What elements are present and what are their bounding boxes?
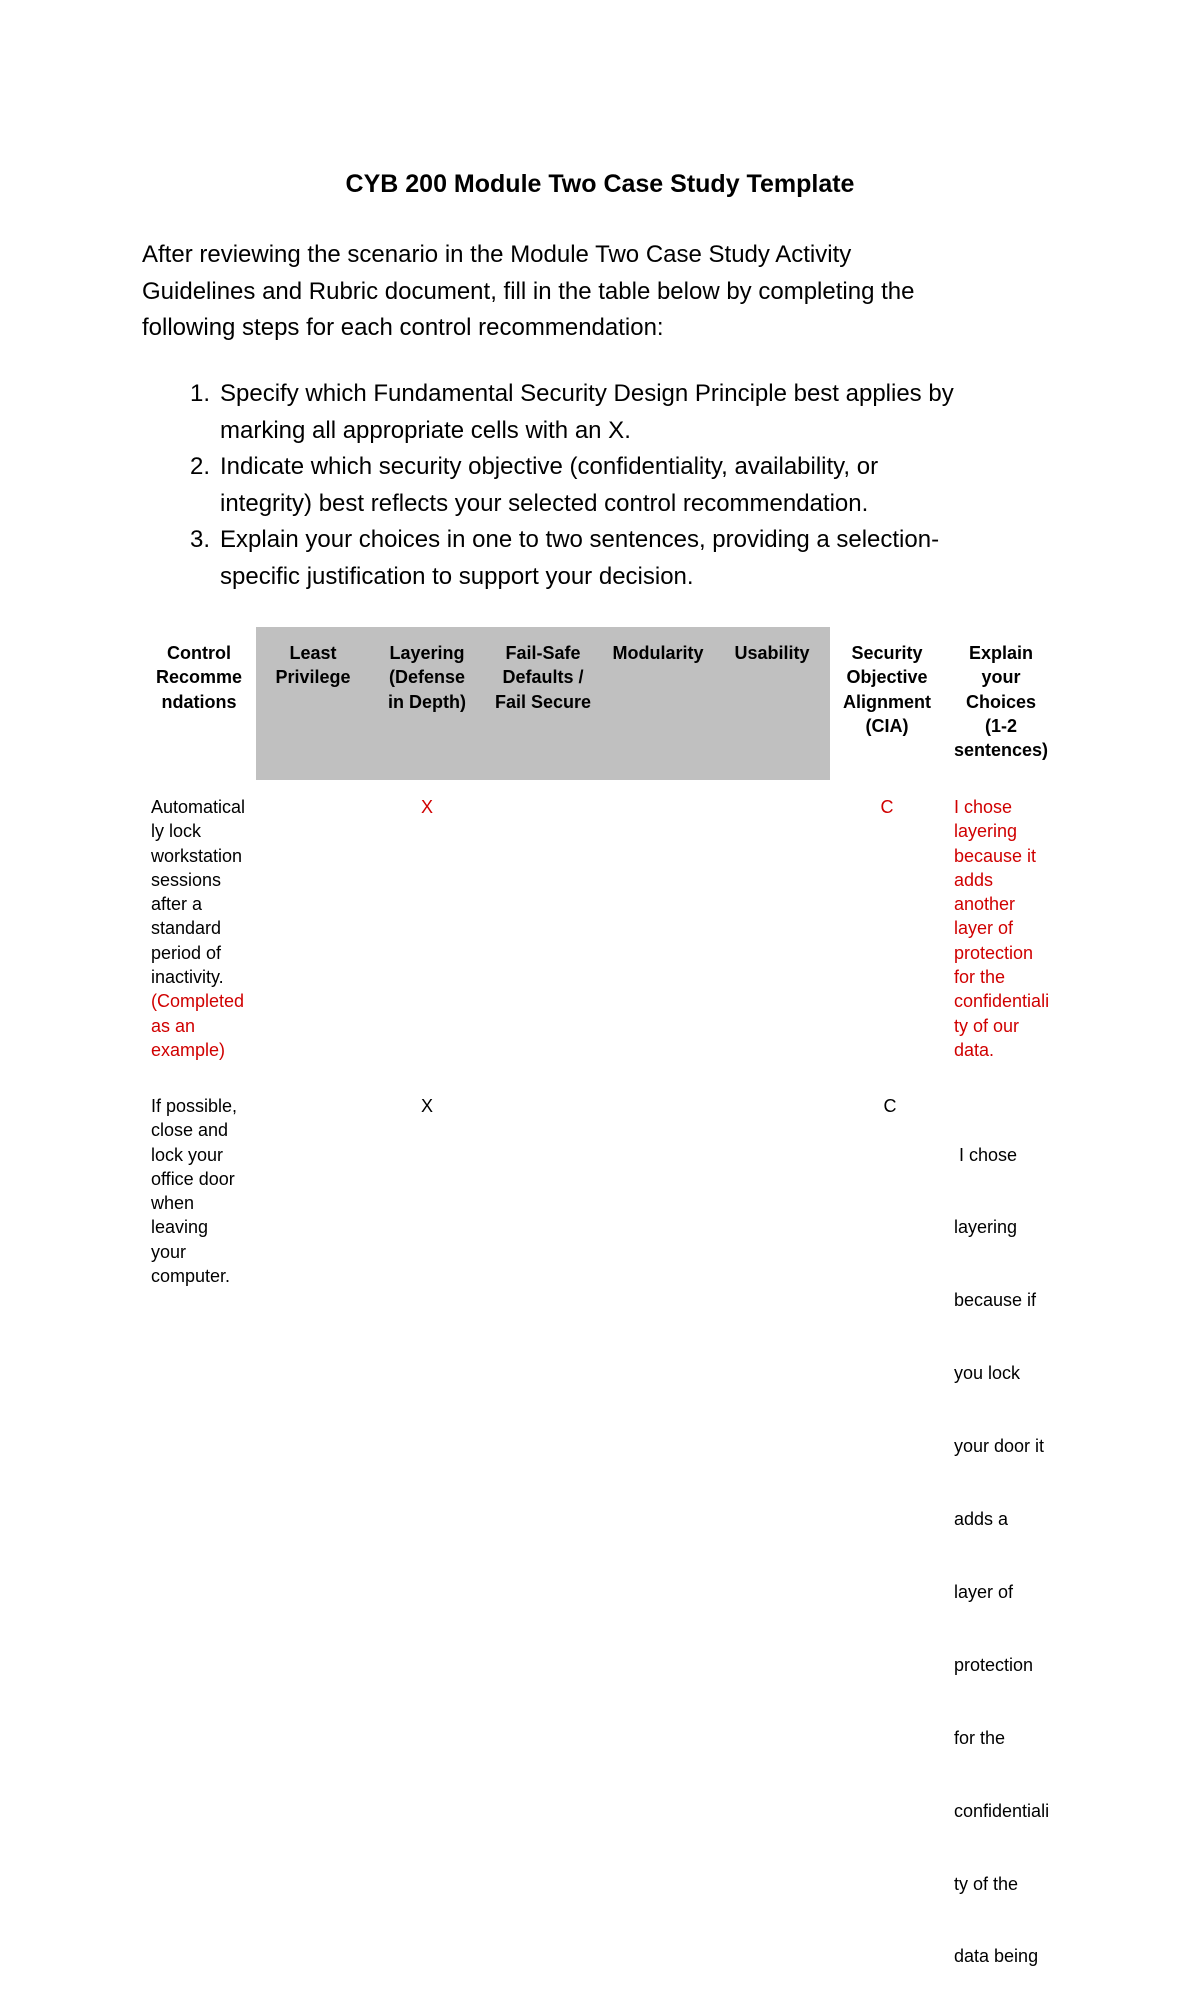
header-line: Usability xyxy=(734,643,810,663)
cell-line: for the xyxy=(954,967,1006,988)
cell-line: Automatical xyxy=(151,797,246,817)
cell-line: standard xyxy=(151,918,222,939)
cell-line-note: as an xyxy=(151,1015,196,1036)
cell-line: layering xyxy=(954,821,1018,842)
cell-line: your xyxy=(151,1241,187,1262)
cell-line: confidentiali xyxy=(954,991,1050,1012)
row1-cia: C xyxy=(880,797,894,817)
cell-line: another xyxy=(954,894,1016,915)
step-item xyxy=(190,376,1050,449)
cell-line: layer of xyxy=(954,918,1014,939)
header-line: Fail Secure xyxy=(494,691,592,712)
header-line: in Depth) xyxy=(388,691,466,712)
header-line: Least xyxy=(289,643,337,663)
header-line: (Defense xyxy=(388,667,466,688)
step-line: Specify which Fundamental Security Design Principle best applies by xyxy=(220,380,954,407)
cell-line: ty of our xyxy=(954,1015,1020,1036)
header-line: Explain xyxy=(968,643,1034,663)
cell-line: data. xyxy=(954,1039,995,1060)
cell-line: your door it xyxy=(954,1436,1045,1457)
intro-paragraph xyxy=(142,237,1042,347)
header-line: (1-2 xyxy=(984,715,1017,736)
header-line: Alignment xyxy=(843,691,931,712)
header-explain-choices xyxy=(944,641,1058,762)
header-line: Security xyxy=(851,643,923,663)
cell-line: when xyxy=(151,1193,195,1214)
header-line: Modularity xyxy=(612,643,704,663)
header-line: sentences) xyxy=(953,740,1049,761)
header-line: your xyxy=(981,667,1021,688)
cell-line: If possible, xyxy=(151,1096,238,1116)
row1-explanation xyxy=(954,795,1058,1062)
row2-cia: C xyxy=(883,1096,897,1116)
step-line: marking all appropriate cells with an X. xyxy=(220,416,631,444)
intro-line: following steps for each control recommendation: xyxy=(142,314,664,341)
cell-line: because it xyxy=(954,845,1037,866)
header-least-privilege xyxy=(256,641,370,690)
steps-list xyxy=(190,376,1050,595)
row2-recommendation xyxy=(151,1094,255,1288)
cell-line: close and xyxy=(151,1120,229,1141)
header-line: Objective xyxy=(846,667,928,688)
header-line: Choices xyxy=(965,691,1037,712)
cell-line: adds xyxy=(954,869,994,890)
cell-line: ly lock xyxy=(151,821,202,842)
row2-layering-mark: X xyxy=(420,1096,433,1116)
cell-line: protection xyxy=(954,942,1034,963)
cell-line: period of xyxy=(151,942,222,963)
intro-line: After reviewing the scenario in the Module Two Case Study Activity xyxy=(142,241,852,268)
header-usability xyxy=(714,641,830,665)
cell-line: inactivity. xyxy=(151,967,224,988)
cell-line: computer. xyxy=(151,1266,231,1287)
header-layering xyxy=(370,641,484,714)
step-line: Explain your choices in one to two sentences, providing a selection- xyxy=(220,526,940,553)
cell-line: workstation xyxy=(151,845,243,866)
header-line: ndations xyxy=(161,691,237,712)
step-item xyxy=(190,449,1050,522)
cell-line: I chose xyxy=(954,1144,1018,1165)
step-number: 3. xyxy=(190,526,211,553)
row1-layering-mark: X xyxy=(420,797,433,817)
cell-line-note: example) xyxy=(151,1039,226,1060)
step-line: specific justification to support your decision. xyxy=(220,562,694,590)
intro-line: Guidelines and Rubric document, fill in the table below by completing the xyxy=(142,277,915,305)
header-line: Layering xyxy=(389,643,465,663)
header-security-objective xyxy=(830,641,944,738)
cell-line: layering xyxy=(954,1217,1018,1238)
header-line: Defaults / xyxy=(502,667,584,688)
row2-explanation xyxy=(954,1094,1058,1993)
header-line: (CIA) xyxy=(865,715,909,736)
step-item xyxy=(190,522,1050,595)
header-line: Control xyxy=(167,643,231,663)
step-line: Indicate which security objective (confidentiality, availability, or xyxy=(220,453,879,480)
cell-line: adds a xyxy=(954,1509,1009,1530)
cell-line: for the xyxy=(954,1727,1006,1748)
cell-line: data being xyxy=(954,1946,1039,1967)
cell-line: confidentiali xyxy=(954,1800,1050,1821)
header-fail-safe-defaults xyxy=(484,641,602,714)
step-line: integrity) best reflects your selected control recommendation. xyxy=(220,489,869,517)
cell-line: because if xyxy=(954,1290,1037,1311)
cell-line: office door xyxy=(151,1168,235,1189)
header-line: Privilege xyxy=(275,667,351,688)
cell-line-note: (Completed xyxy=(151,991,245,1012)
step-number: 2. xyxy=(190,453,211,480)
header-line: Recomme xyxy=(155,667,243,688)
cell-line: leaving xyxy=(151,1217,209,1238)
cell-line: protection xyxy=(954,1654,1034,1675)
cell-line: sessions xyxy=(151,869,222,890)
header-control-recommendations xyxy=(143,641,255,714)
header-modularity xyxy=(602,641,714,665)
cell-line: lock your xyxy=(151,1144,224,1165)
cell-line: layer of xyxy=(954,1581,1014,1602)
step-number: 1. xyxy=(190,380,211,407)
header-line: Fail-Safe xyxy=(505,643,581,663)
cell-line: after a xyxy=(151,894,203,915)
cell-line: ty of the xyxy=(954,1873,1019,1894)
page-title: CYB 200 Module Two Case Study Template xyxy=(345,170,855,198)
cell-line: I chose xyxy=(954,797,1013,817)
row1-recommendation xyxy=(151,795,255,1062)
cell-line: you lock xyxy=(954,1363,1021,1384)
